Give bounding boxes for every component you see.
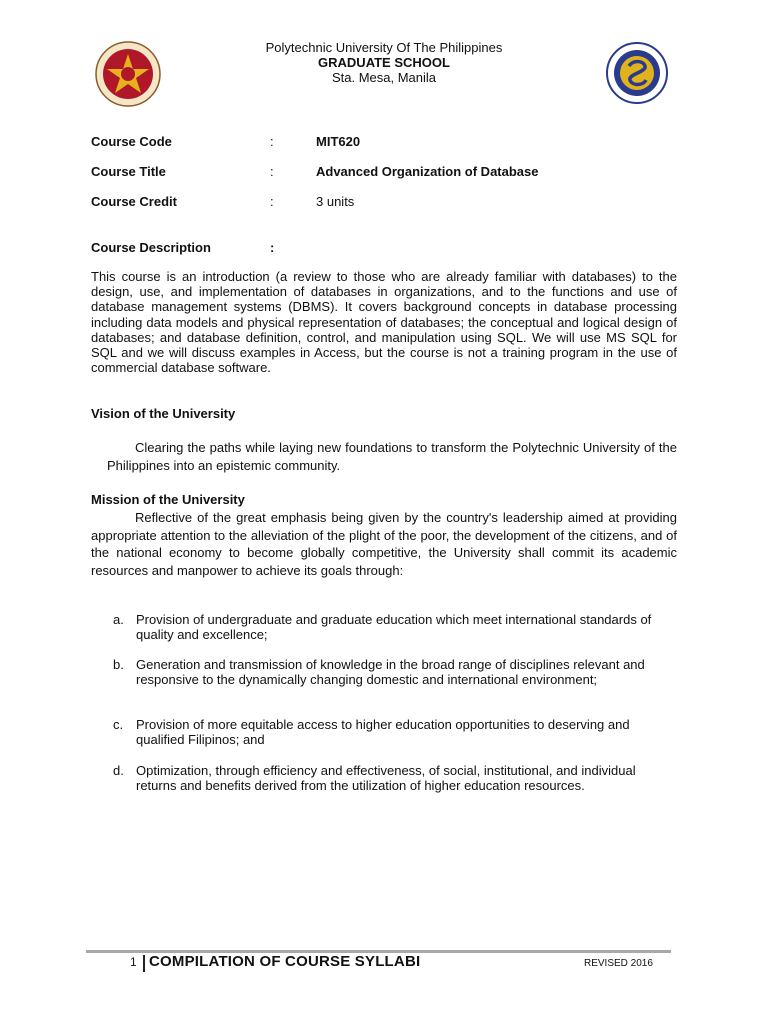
list-marker: d.	[113, 763, 124, 778]
course-title-colon: :	[270, 164, 274, 179]
list-item-text: Provision of more equitable access to higher education opportunities to deserving and qualified Filipinos; and	[136, 717, 630, 748]
list-marker: c.	[113, 717, 124, 732]
footer-title: COMPILATION OF COURSE SYLLABI	[149, 953, 421, 970]
list-marker: b.	[113, 657, 124, 672]
course-credit-value: 3 units	[316, 194, 355, 209]
course-title-label: Course Title	[91, 164, 166, 179]
course-description-label: Course Description	[91, 240, 211, 255]
list-item-text: Generation and transmission of knowledge in the broad range of disciplines relevant and responsive to the dynamically changing domestic and international environment;	[136, 657, 645, 688]
course-credit-label: Course Credit	[91, 194, 177, 209]
vision-text: Clearing the paths while laying new foundations to transform the Polytechnic University of the Philippines into an epistemic community.	[107, 440, 677, 473]
mission-heading: Mission of the University	[91, 492, 245, 507]
footer-divider	[143, 955, 145, 972]
list-marker: a.	[113, 612, 124, 627]
course-description-colon: :	[270, 240, 275, 255]
course-description-text: This course is an introduction (a review to those who are already familiar with databases) to the design, use, and implementation of databases in organizations, and to the functions and use of database management systems (DBMS). It covers background concepts in database processing including data models and physical representation of databases; the conceptual and logical design of databases; and database definition, control, and manipulation using SQL. We will use MS SQL for SQL and we will discuss examples in Access, but the course is not a training program in the use of commercial database software.	[91, 269, 677, 376]
course-credit-colon: :	[270, 194, 274, 209]
course-code-label: Course Code	[91, 134, 172, 149]
school-location: Sta. Mesa, Manila	[331, 70, 437, 85]
list-item-text: Provision of undergraduate and graduate education which meet international standards of quality and excellence;	[136, 612, 652, 643]
school-name: GRADUATE SCHOOL	[318, 55, 450, 70]
revision-label: REVISED 2016	[584, 958, 653, 969]
course-code-value: MIT620	[316, 134, 361, 149]
university-name: Polytechnic University Of The Philippines	[265, 40, 503, 55]
mission-text: Reflective of the great emphasis being given by the country's leadership aimed at providing appropriate attention to the alleviation of the plight of the poor, the development of the citizens, and of the national economy to become globally competitive, the University shall commit its academic resources and manpower to achieve its goals through:	[91, 510, 677, 578]
vision-heading: Vision of the University	[91, 406, 236, 421]
page-number: 1	[130, 955, 137, 969]
course-code-colon: :	[270, 134, 274, 149]
list-item-text: Optimization, through efficiency and effectiveness, of social, institutional, and individual returns and benefits derived from the utilization of higher education resources.	[136, 763, 636, 794]
course-title-value: Advanced Organization of Database	[316, 164, 539, 179]
